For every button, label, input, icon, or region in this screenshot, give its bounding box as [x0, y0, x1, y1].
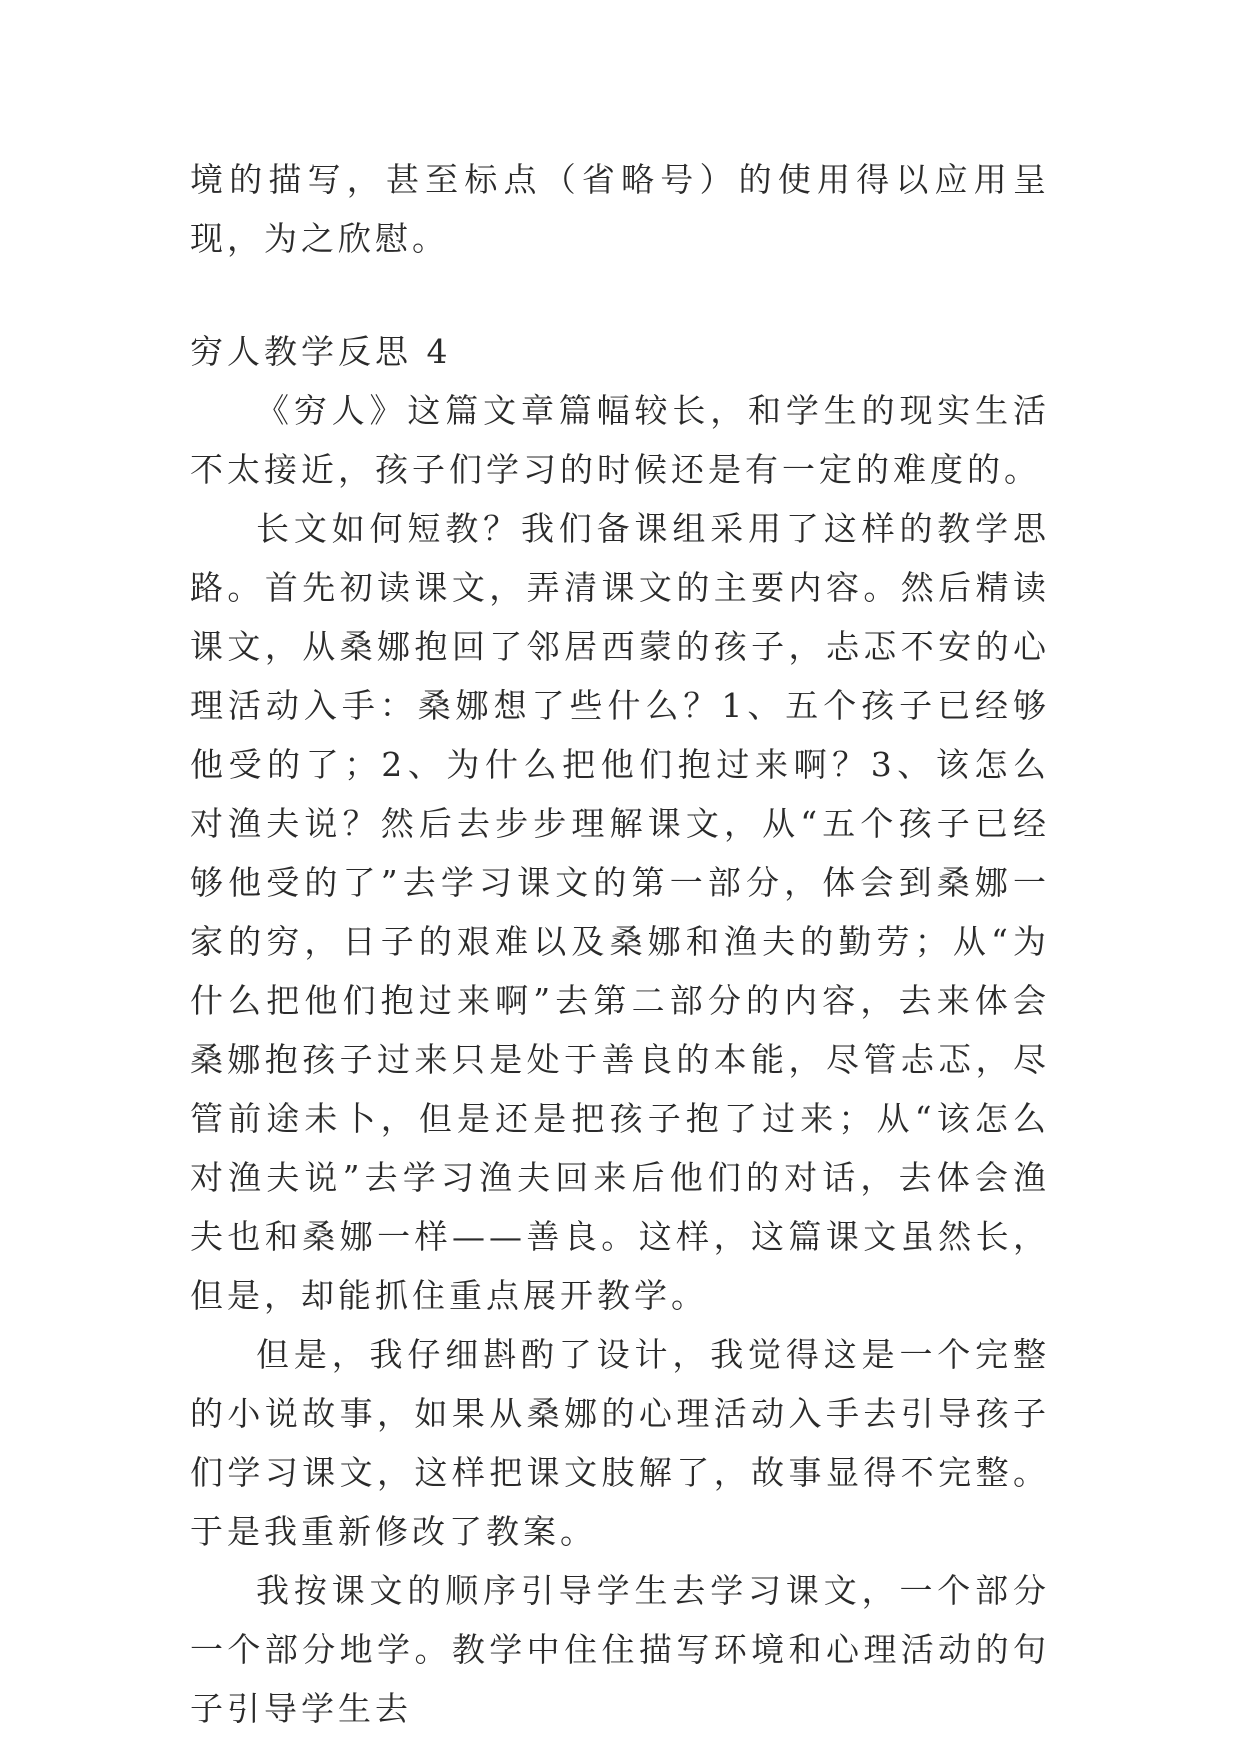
section-heading: 穷人教学反思 4 — [190, 332, 452, 371]
body-paragraph-1: 《穷人》这篇文章篇幅较长，和学生的现实生活不太接近，孩子们学习的时候还是有一定的难度的。 — [190, 391, 1050, 489]
body-paragraph-2: 长文如何短教？我们备课组采用了这样的教学思路。首先初读课文，弄清课文的主要内容。然后精读课文，从桑娜抱回了邻居西蒙的孩子，忐忑不安的心理活动入手：桑娜想了些什么？1、五个孩子已经够他受的了；2、为什么把他们抱过来啊？3、该怎么对渔夫说？然后去步步理解课文，从“五个孩子已经够他受的了”去学习课文的第一部分，体会到桑娜一家的穷，日子的艰难以及桑娜和渔夫的勤劳；从“为什么把他们抱过来啊”去第二部分的内容，去来体会桑娜抱孩子过来只是处于善良的本能，尽管忐忑，尽管前途未卜，但是还是把孩子抱了过来；从“该怎么对渔夫说”去学习渔夫回来后他们的对话，去体会渔夫也和桑娜一样——善良。这样，这篇课文虽然长，但是，却能抓住重点展开教学。 — [190, 509, 1050, 1315]
body-paragraph-4: 我按课文的顺序引导学生去学习课文，一个部分一个部分地学。教学中住住描写环境和心理活动的句子引导学生去 — [190, 1571, 1050, 1728]
body-paragraph-3: 但是，我仔细斟酌了设计，我觉得这是一个完整的小说故事，如果从桑娜的心理活动入手去引导孩子们学习课文，这样把课文肢解了，故事显得不完整。于是我重新修改了教案。 — [190, 1335, 1050, 1551]
continuation-paragraph: 境的描写，甚至标点（省略号）的使用得以应用呈现，为之欣慰。 — [190, 160, 1050, 258]
document-page — [190, 150, 1050, 1738]
